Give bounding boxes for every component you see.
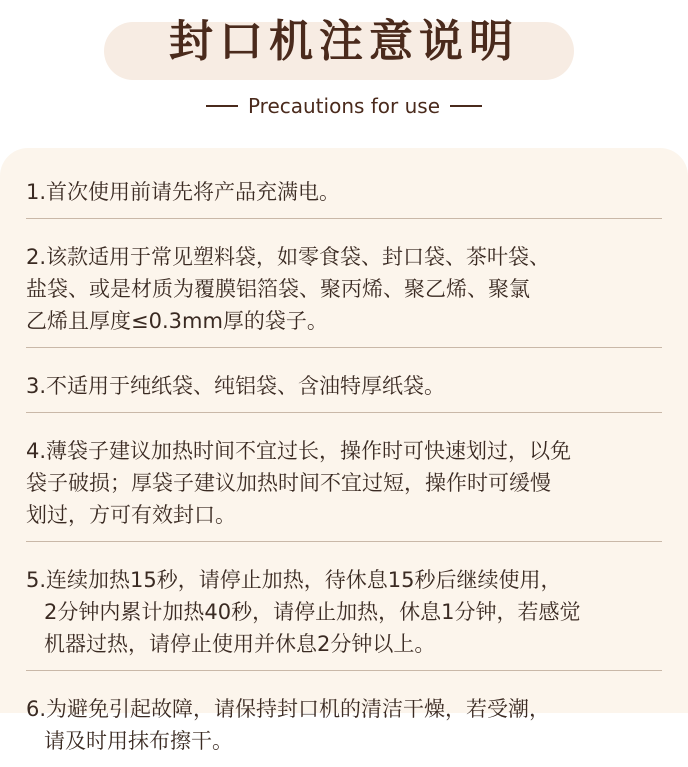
precaution-text-line: 划过，方可有效封口。 bbox=[26, 503, 236, 527]
subtitle-left-dash bbox=[206, 105, 238, 107]
precaution-item bbox=[26, 233, 662, 348]
precaution-text-line: 2分钟内累计加热40秒，请停止加热，休息1分钟，若感觉 bbox=[44, 600, 581, 624]
precaution-text-line: 1.首次使用前请先将产品充满电。 bbox=[26, 180, 341, 204]
precaution-item bbox=[26, 168, 662, 219]
precaution-item bbox=[26, 685, 662, 767]
precaution-text-line: 6.为避免引起故障，请保持封口机的清洁干燥，若受潮， bbox=[26, 697, 551, 721]
precaution-text-line: 5.连续加热15秒，请停止加热，待休息15秒后继续使用， bbox=[26, 568, 562, 592]
precaution-item bbox=[26, 556, 662, 671]
precaution-text-line: 请及时用抹布擦干。 bbox=[44, 729, 233, 753]
precaution-item bbox=[26, 362, 662, 413]
header bbox=[0, 0, 688, 86]
subtitle-right-dash bbox=[450, 105, 482, 107]
precaution-text-line: 盐袋、或是材质为覆膜铝箔袋、聚丙烯、聚乙烯、聚氯 bbox=[26, 277, 530, 301]
precaution-text-line: 乙烯且厚度≤0.3mm厚的袋子。 bbox=[26, 309, 328, 333]
page-title: 封口机注意说明 bbox=[169, 16, 519, 67]
precaution-text-line: 2.该款适用于常见塑料袋，如零食袋、封口袋、茶叶袋、 bbox=[26, 245, 551, 269]
precaution-text-line: 机器过热，请停止使用并休息2分钟以上。 bbox=[44, 632, 436, 656]
precautions-list bbox=[26, 168, 662, 767]
subtitle-row bbox=[0, 92, 688, 120]
precautions-card bbox=[0, 148, 688, 753]
precaution-text-line: 3.不适用于纯纸袋、纯铝袋、含油特厚纸袋。 bbox=[26, 374, 446, 398]
precaution-text-line: 袋子破损；厚袋子建议加热时间不宜过短，操作时可缓慢 bbox=[26, 471, 551, 495]
precaution-text-line: 4.薄袋子建议加热时间不宜过长，操作时可快速划过，以免 bbox=[26, 439, 572, 463]
page-subtitle: Precautions for use bbox=[247, 94, 441, 118]
precaution-item bbox=[26, 427, 662, 542]
